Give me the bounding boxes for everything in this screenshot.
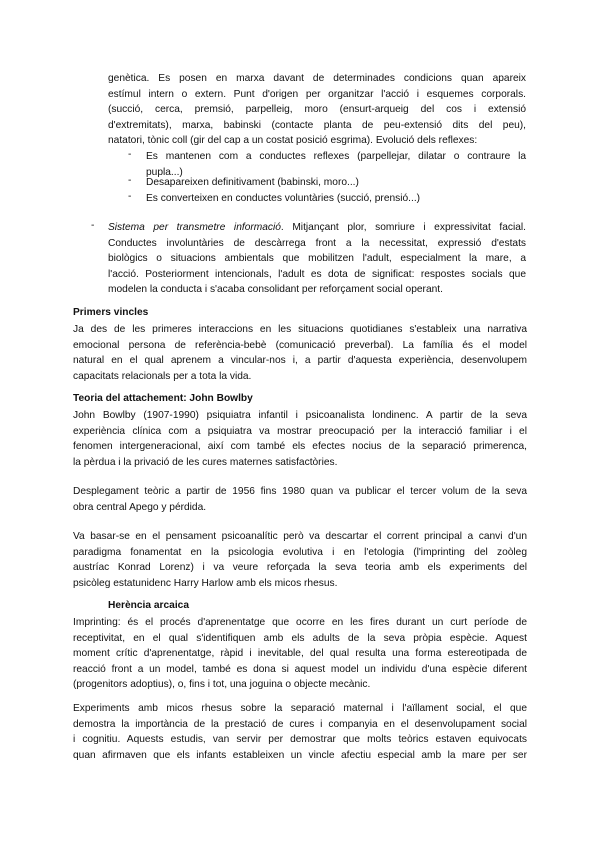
text-line: l'acció. Posteriorment intencionals, l'adult es dota de significat: respostes socials que [108, 268, 526, 280]
vincles-paragraph [73, 322, 527, 384]
text-line: quan afirmaven que els infants estableixen un vincle afectiu especial amb la mare per ser [73, 749, 527, 761]
communication-paragraph [108, 220, 526, 298]
bowlby-paragraph-1 [73, 408, 527, 470]
list-item [146, 175, 526, 191]
text-line: (progenitors adoptius), o, fins i tot, una joguina o objecte mecànic. [73, 679, 371, 691]
text-line: modelen la conducta i s'acaba consolidant per reforçament social operant. [108, 284, 443, 296]
text-line: Es mantenen com a conductes reflexes (parpellejar, dilatar o contraure la [146, 151, 526, 162]
reflexes-paragraph [108, 71, 526, 149]
text-line: receptivitat, en el qual s'identifiquen amb els adults de la seva pròpia espècie. Aquest [73, 632, 527, 644]
text-line: Va basar-se en el pensament psicoanalític però va descartar el corrent principal a canvi d'un [73, 531, 527, 542]
text-line: natural en el qual aprenem a vincular-nos i, a partir d'aquesta experiència, desenvolupem [73, 355, 527, 367]
list-item [146, 191, 526, 207]
text-line: Experiments amb micos rhesus sobre la separació maternal i l'aïllament social, el que [73, 703, 527, 714]
list-marker: - [128, 175, 132, 186]
section-heading: Teoria del attachement: John Bowlby [73, 393, 253, 404]
text-line: Ja des de les primeres interaccions en les situacions quotidianes s'estableix una narrativa [73, 324, 527, 335]
text-line [108, 220, 526, 236]
text-line: psicòleg estatunidenc Harry Harlow amb els micos rhesus. [73, 577, 338, 589]
text-line: estímul intern o extern. Punt d'origen per organitzar l'acció i esquemes corporals. [108, 88, 526, 100]
bowlby-paragraph-3 [73, 529, 527, 591]
text-line: austríac Konrad Lorenz) i va veure reforçada la seva teoria amb els experiments del [73, 562, 527, 574]
text-line: moment crític d'aprenentatge, ràpid i inevitable, del qual resulta una forma estereotipada de [73, 648, 527, 660]
text-line: Desplegament teòric a partir de 1956 fins 1980 quan va publicar el tercer volum de la seva [73, 486, 527, 497]
text-line: demostra la importància de la prestació de cures i companyia en el desenvolupament social [73, 718, 527, 730]
text-line: Imprinting: és el procés d'aprenentatge que ocorre en les fires durant un curt període de [73, 617, 527, 628]
text-line: la pèrdua i la privació de les cures maternes satisfactòries. [73, 456, 338, 468]
subsection-heading: Herència arcaica [108, 600, 189, 611]
text-line: Desapareixen definitivament (babinski, moro...) [146, 177, 359, 188]
herencia-paragraph-1 [73, 615, 527, 693]
list-marker: - [91, 220, 95, 231]
text-line: natatori, tònic coll (gir del cap a un costat posició esgrima). Evolució dels reflexes: [108, 135, 478, 147]
italic-lead: Sistema per transmetre informació [108, 222, 281, 233]
section-heading: Primers vincles [73, 307, 149, 318]
text-line: experiència clínica com a psiquiatra va mostrar preocupació per la interacció familiar i el [73, 425, 527, 437]
text-line: pupla...) [146, 166, 183, 178]
text-line: (succió, cerca, premsió, parpelleig, moro (ensurt-arqueig del cos i extensió [108, 104, 526, 116]
text-line: biològics o situacions ambientals que mobilitzen l'adult, especialment la mare, a [108, 253, 526, 265]
herencia-paragraph-2 [73, 701, 527, 763]
text-line: i cognitiu. Aquests estudis, van servir per demostrar que molts teòrics estaven equivocats [73, 734, 527, 746]
text-line: Conductes involuntàries de descàrrega front a la necessitat, expressió d'estats [108, 237, 526, 249]
lead-rest: . Mitjançant plor, somriure i expressivitat facial. [280, 222, 526, 233]
text-line: fenomen intergeneracional, així com també els efectes nocius de la separació primerenca, [73, 441, 527, 453]
bowlby-paragraph-2 [73, 484, 527, 515]
text-line: obra central Apego y pérdida. [73, 501, 207, 513]
text-line: d'extremitats), marxa, babinski (contacte planta de peu-extensió dits del peu), [108, 119, 526, 131]
text-line: John Bowlby (1907-1990) psiquiatra infantil i psicoanalista londinenc. A partir de la seva [73, 410, 527, 421]
text-line: reacció front a un model, també es dona si aquest model un individu d'una espècie diferent [73, 663, 527, 675]
text-line: paradigma fonamentat en la psicologia evolutiva i en l'etologia (l'imprinting del zoòleg [73, 546, 527, 558]
list-marker: - [128, 149, 132, 160]
text-line: emocional persona de referència-bebè (comunicació preverbal). La família és el model [73, 339, 527, 351]
text-line: genètica. Es posen en marxa davant de determinades condicions quan apareix [108, 73, 526, 84]
text-line: capacitats relacionals per a tota la vida. [73, 370, 252, 382]
text-line: Es converteixen en conductes voluntàries (succió, prensió...) [146, 193, 421, 204]
list-marker: - [128, 191, 132, 202]
